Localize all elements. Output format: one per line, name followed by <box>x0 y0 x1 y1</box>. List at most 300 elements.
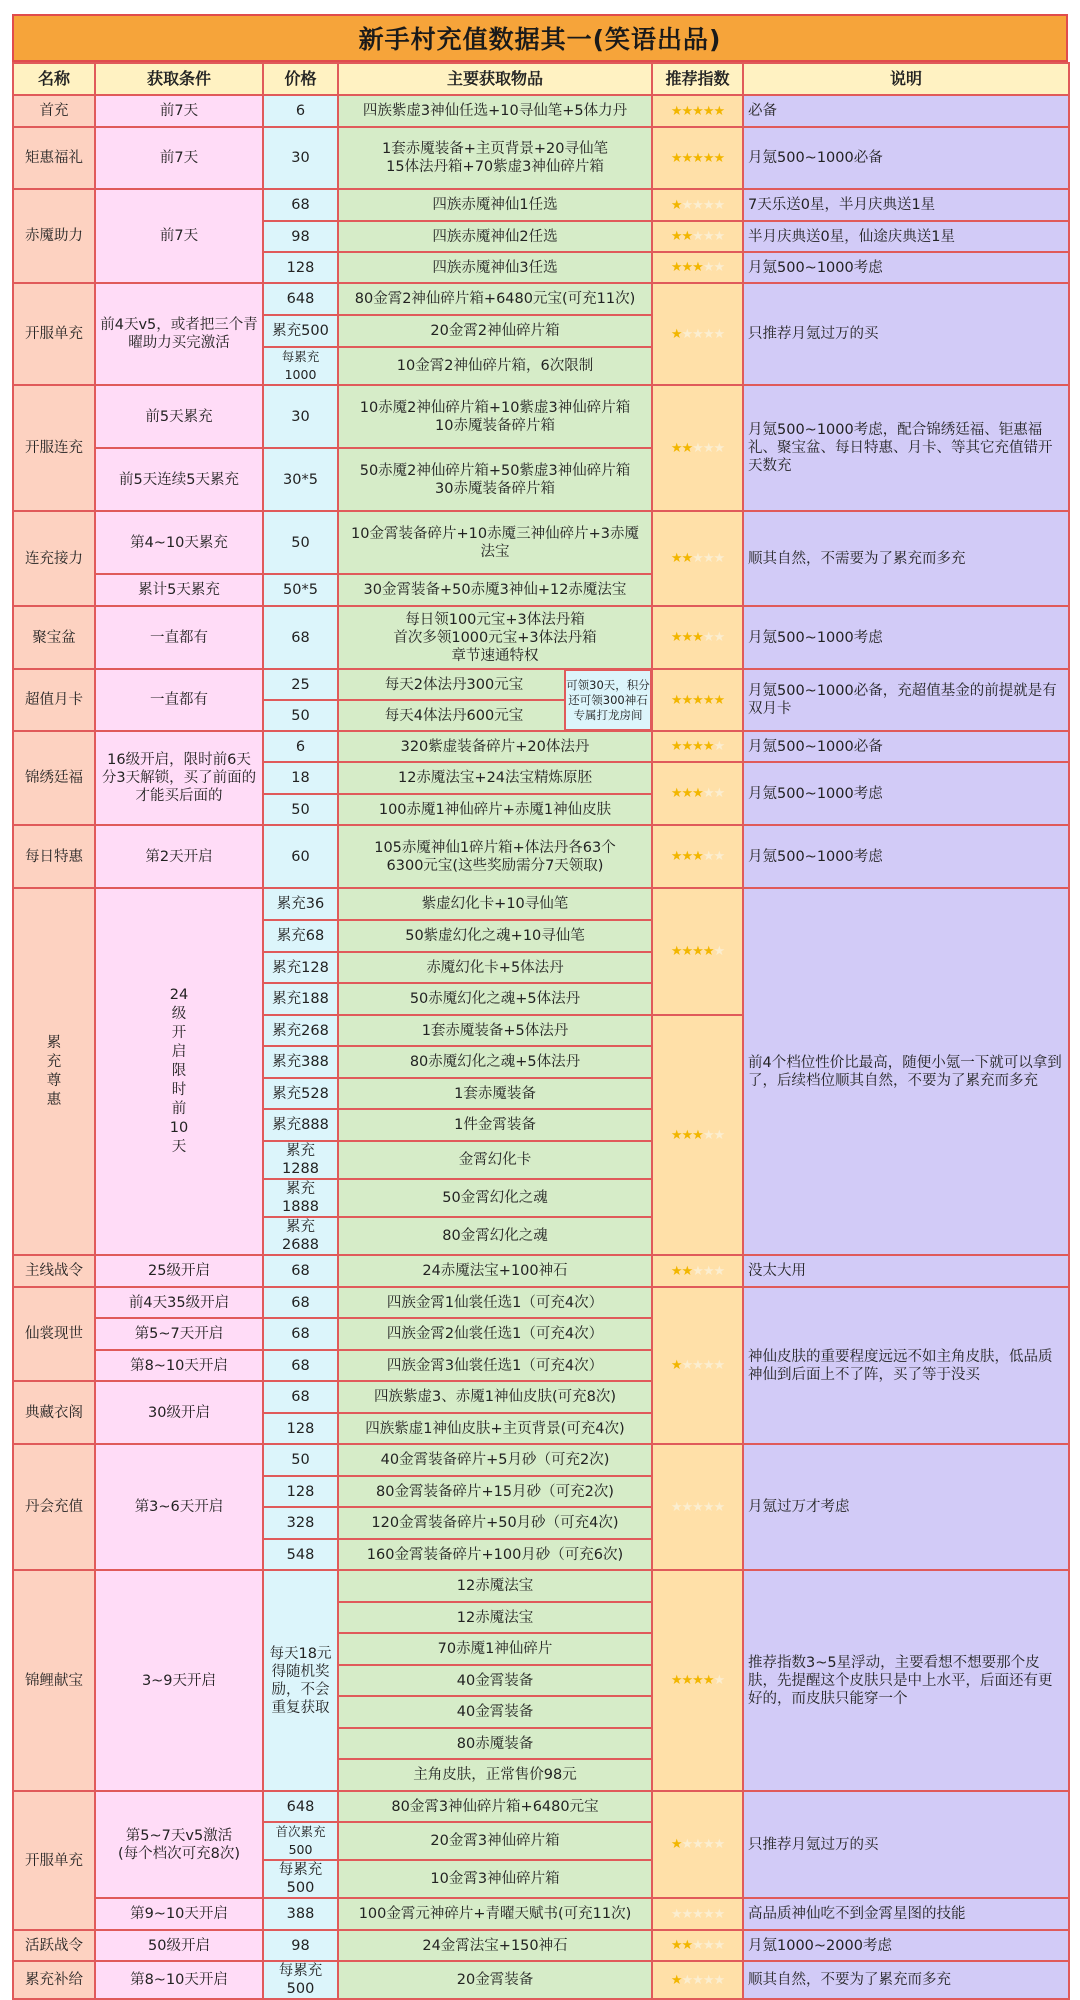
row-price: 98 <box>263 221 338 252</box>
row-item: 20金霄2神仙碎片箱 <box>338 315 652 347</box>
star-filled-icon: ★ <box>702 692 714 708</box>
star-empty-icon: ★ <box>713 1972 725 1988</box>
row-item: 40金霄装备 <box>338 1696 652 1728</box>
star-empty-icon: ★ <box>702 260 714 275</box>
row-cond: 第9~10天开启 <box>95 1898 263 1930</box>
row-item: 四族金霄1仙裳任选1（可充4次） <box>338 1287 652 1318</box>
row-name: 主线战令 <box>13 1255 95 1287</box>
row-price: 68 <box>263 1381 338 1413</box>
star-rating <box>652 731 743 762</box>
star-filled-icon: ★ <box>681 630 693 645</box>
header-item: 主要获取物品 <box>338 63 652 95</box>
star-empty-icon: ★ <box>713 630 725 645</box>
row-price: 累充268 <box>263 1015 338 1046</box>
star-filled-icon: ★ <box>692 630 703 645</box>
row-item: 24赤魇法宝+100神石 <box>338 1255 652 1287</box>
row-price: 6 <box>263 731 338 762</box>
star-rating <box>652 1570 743 1791</box>
star-rating <box>652 669 743 731</box>
star-filled-icon: ★ <box>692 260 703 275</box>
row-name: 超值月卡 <box>13 669 95 731</box>
star-filled-icon: ★ <box>670 1673 682 1688</box>
row-item: 160金霄装备碎片+100月砂（可充6次) <box>338 1539 652 1570</box>
row-item: 40金霄装备 <box>338 1665 652 1696</box>
star-empty-icon: ★ <box>713 739 725 754</box>
row-item: 80赤魇装备 <box>338 1728 652 1759</box>
star-filled-icon: ★ <box>670 440 682 456</box>
page-title: 新手村充值数据其一(笑语出品) <box>12 14 1068 62</box>
row-price: 68 <box>263 1350 338 1381</box>
row-price: 68 <box>263 606 338 669</box>
star-rating <box>652 252 743 283</box>
table-row <box>13 1287 1069 1318</box>
star-rating <box>652 511 743 606</box>
star-empty-icon: ★ <box>713 944 725 959</box>
row-price: 累充128 <box>263 952 338 983</box>
row-desc: 月氪500~1000考虑 <box>743 606 1069 669</box>
star-filled-icon: ★ <box>681 849 693 864</box>
row-cond: 第4~10天累充 <box>95 511 263 574</box>
star-empty-icon: ★ <box>713 1673 725 1688</box>
star-rating <box>652 606 743 669</box>
row-cond: 30级开启 <box>95 1381 263 1444</box>
star-filled-icon: ★ <box>681 786 693 801</box>
row-cond: 第5~7天v5激活 (每个档次可充8次) <box>95 1791 263 1898</box>
row-cond: 前4天35级开启 <box>95 1287 263 1318</box>
row-item: 10赤魇2神仙碎片箱+10紫虚3神仙碎片箱 10赤魇装备碎片箱 <box>338 385 652 448</box>
row-item: 四族赤魇神仙1任选 <box>338 189 652 221</box>
row-cond: 前5天连续5天累充 <box>95 448 263 511</box>
star-filled-icon: ★ <box>670 739 682 754</box>
star-empty-icon: ★ <box>713 786 725 801</box>
header-price: 价格 <box>263 63 338 95</box>
star-filled-icon: ★ <box>670 150 682 166</box>
row-cond: 第3~6天开启 <box>95 1444 263 1570</box>
row-price: 60 <box>263 825 338 888</box>
star-filled-icon: ★ <box>670 944 682 959</box>
star-empty-icon: ★ <box>713 551 725 566</box>
star-filled-icon: ★ <box>702 944 714 959</box>
table-row <box>13 511 1069 574</box>
row-item: 100赤魇1神仙碎片+赤魇1神仙皮肤 <box>338 794 652 825</box>
table-row <box>13 1961 1069 1999</box>
star-empty-icon: ★ <box>681 197 693 213</box>
row-item: 10金霄2神仙碎片箱，6次限制 <box>338 347 652 385</box>
row-item: 50金霄幻化之魂 <box>338 1179 652 1217</box>
star-filled-icon: ★ <box>670 103 682 119</box>
row-cond: 第8~10天开启 <box>95 1350 263 1381</box>
star-empty-icon: ★ <box>702 1358 714 1373</box>
row-name: 赤魇助力 <box>13 189 95 283</box>
row-price: 50*5 <box>263 574 338 606</box>
row-item: 金霄幻化卡 <box>338 1141 652 1179</box>
row-price: 每累充500 <box>263 1961 338 1999</box>
table-row <box>13 189 1069 221</box>
row-price: 128 <box>263 252 338 283</box>
row-name: 锦鲤献宝 <box>13 1570 95 1791</box>
row-desc: 只推荐月氪过万的买 <box>743 283 1069 385</box>
star-empty-icon: ★ <box>713 1499 725 1515</box>
table-row <box>13 731 1069 762</box>
row-name: 连充接力 <box>13 511 95 606</box>
row-item: 四族赤魇神仙2任选 <box>338 221 652 252</box>
row-name: 累 充 尊 惠 <box>13 888 95 1255</box>
star-filled-icon: ★ <box>692 1673 703 1688</box>
star-empty-icon: ★ <box>702 551 714 566</box>
star-empty-icon: ★ <box>702 1499 714 1515</box>
row-price: 30 <box>263 127 338 189</box>
row-cond: 第2天开启 <box>95 825 263 888</box>
row-price: 128 <box>263 1476 338 1507</box>
row-price: 累充2688 <box>263 1217 338 1255</box>
star-rating <box>652 762 743 825</box>
row-cond: 前7天 <box>95 95 263 127</box>
row-name: 开服连充 <box>13 385 95 511</box>
row-item: 四族紫虚3、赤魇1神仙皮肤(可充8次) <box>338 1381 652 1413</box>
table-row <box>13 1444 1069 1476</box>
star-empty-icon: ★ <box>670 1906 682 1922</box>
row-price: 548 <box>263 1539 338 1570</box>
star-filled-icon: ★ <box>681 551 693 566</box>
row-desc: 顺其自然，不需要为了累充而多充 <box>743 511 1069 606</box>
star-empty-icon: ★ <box>713 229 725 244</box>
row-item: 12赤魇法宝 <box>338 1570 652 1602</box>
star-empty-icon: ★ <box>713 197 725 213</box>
row-item: 80金霄3神仙碎片箱+6480元宝 <box>338 1791 652 1822</box>
row-name: 矩惠福礼 <box>13 127 95 189</box>
star-empty-icon: ★ <box>692 1972 703 1988</box>
star-empty-icon: ★ <box>702 630 714 645</box>
row-item: 四族赤魇神仙3任选 <box>338 252 652 283</box>
row-price: 128 <box>263 1413 338 1444</box>
row-price: 30 <box>263 385 338 448</box>
row-price: 98 <box>263 1930 338 1961</box>
star-filled-icon: ★ <box>702 739 714 754</box>
star-filled-icon: ★ <box>681 150 693 166</box>
star-empty-icon: ★ <box>702 1906 714 1922</box>
star-empty-icon: ★ <box>670 1499 682 1515</box>
star-filled-icon: ★ <box>702 103 714 119</box>
row-price: 50 <box>263 1444 338 1476</box>
star-filled-icon: ★ <box>670 551 682 566</box>
row-price: 6 <box>263 95 338 127</box>
row-item: 10金霄3神仙碎片箱 <box>338 1860 652 1898</box>
row-desc: 月氪1000~2000考虑 <box>743 1930 1069 1961</box>
star-filled-icon: ★ <box>692 739 703 754</box>
star-empty-icon: ★ <box>692 440 703 456</box>
row-name: 活跃战令 <box>13 1930 95 1961</box>
row-price: 首次累充500 <box>263 1822 338 1860</box>
star-empty-icon: ★ <box>713 1938 725 1953</box>
star-empty-icon: ★ <box>713 1837 725 1852</box>
star-rating <box>652 1444 743 1570</box>
row-cond: 前7天 <box>95 127 263 189</box>
star-rating <box>652 95 743 127</box>
star-empty-icon: ★ <box>702 1972 714 1988</box>
star-empty-icon: ★ <box>713 326 725 342</box>
row-cond: 50级开启 <box>95 1930 263 1961</box>
row-item: 24金霄法宝+150神石 <box>338 1930 652 1961</box>
star-filled-icon: ★ <box>670 786 682 801</box>
row-item: 主角皮肤，正常售价98元 <box>338 1759 652 1791</box>
star-empty-icon: ★ <box>702 197 714 213</box>
star-filled-icon: ★ <box>681 1673 693 1688</box>
row-desc: 月氪500~1000考虑 <box>743 252 1069 283</box>
table-row <box>13 669 1069 700</box>
table-row <box>13 283 1069 315</box>
star-filled-icon: ★ <box>681 1263 693 1279</box>
table-row <box>13 1255 1069 1287</box>
row-cond: 累计5天累充 <box>95 574 263 606</box>
star-empty-icon: ★ <box>702 1263 714 1279</box>
star-empty-icon: ★ <box>702 326 714 342</box>
table-row <box>13 1791 1069 1822</box>
row-desc: 7天乐送0星，半月庆典送1星 <box>743 189 1069 221</box>
star-empty-icon: ★ <box>702 229 714 244</box>
star-filled-icon: ★ <box>692 849 703 864</box>
row-price: 50 <box>263 794 338 825</box>
star-empty-icon: ★ <box>702 849 714 864</box>
table-row <box>13 1570 1069 1602</box>
row-price: 68 <box>263 1255 338 1287</box>
star-filled-icon: ★ <box>670 630 682 645</box>
row-cond: 第8~10天开启 <box>95 1961 263 1999</box>
row-item: 320紫虚装备碎片+20体法丹 <box>338 731 652 762</box>
row-cond: 3~9天开启 <box>95 1570 263 1791</box>
row-item: 1套赤魇装备+5体法丹 <box>338 1015 652 1046</box>
star-empty-icon: ★ <box>692 1837 703 1852</box>
row-price: 68 <box>263 1318 338 1350</box>
row-price: 68 <box>263 1287 338 1318</box>
row-item: 每天2体法丹300元宝 <box>338 669 652 700</box>
star-filled-icon: ★ <box>670 1358 682 1373</box>
row-desc: 推荐指数3~5星浮动，主要看想不想要那个皮肤，先提醒这个皮肤只是中上水平，后面还有更好的，而皮肤只能穿一个 <box>743 1570 1069 1791</box>
row-cond: 前5天累充 <box>95 385 263 448</box>
star-rating <box>652 888 743 1015</box>
star-empty-icon: ★ <box>702 1127 714 1143</box>
star-filled-icon: ★ <box>681 1938 693 1953</box>
row-name: 锦绣廷福 <box>13 731 95 825</box>
row-item: 四族紫虚1神仙皮肤+主页背景(可充4次) <box>338 1413 652 1444</box>
row-price: 每天18元得随机奖励，不会重复获取 <box>263 1570 338 1791</box>
sheet <box>12 14 1068 2000</box>
star-empty-icon: ★ <box>681 326 693 342</box>
row-price: 累充68 <box>263 920 338 952</box>
row-name: 开服单充 <box>13 1791 95 1930</box>
row-name: 开服单充 <box>13 283 95 385</box>
star-empty-icon: ★ <box>692 1938 703 1953</box>
row-desc: 高品质神仙吃不到金霄星图的技能 <box>743 1898 1069 1930</box>
row-desc: 月氪500~1000必备 <box>743 731 1069 762</box>
row-item: 12赤魇法宝 <box>338 1602 652 1633</box>
row-name: 典藏衣阁 <box>13 1381 95 1444</box>
row-price: 累充1288 <box>263 1141 338 1179</box>
star-rating <box>652 221 743 252</box>
row-price: 648 <box>263 1791 338 1822</box>
row-item: 20金霄装备 <box>338 1961 652 1999</box>
row-item: 12赤魇法宝+24法宝精炼原胚 <box>338 762 652 794</box>
header-cond: 获取条件 <box>95 63 263 95</box>
row-item: 紫虚幻化卡+10寻仙笔 <box>338 888 652 920</box>
row-price: 50 <box>263 700 338 731</box>
row-desc: 月氪过万才考虑 <box>743 1444 1069 1570</box>
row-desc: 顺其自然，不要为了累充而多充 <box>743 1961 1069 1999</box>
row-cond: 前7天 <box>95 189 263 283</box>
star-filled-icon: ★ <box>670 1938 682 1953</box>
recharge-table <box>12 62 1070 2000</box>
star-filled-icon: ★ <box>692 692 703 708</box>
row-item: 四族金霄3仙裳任选1（可充4次） <box>338 1350 652 1381</box>
row-desc: 只推荐月氪过万的买 <box>743 1791 1069 1898</box>
row-price: 388 <box>263 1898 338 1930</box>
header-rec: 推荐指数 <box>652 63 743 95</box>
table-row <box>13 606 1069 669</box>
star-filled-icon: ★ <box>692 103 703 119</box>
star-filled-icon: ★ <box>681 229 693 244</box>
star-empty-icon: ★ <box>702 786 714 801</box>
star-rating <box>652 127 743 189</box>
star-rating <box>652 385 743 511</box>
star-filled-icon: ★ <box>670 197 682 213</box>
star-empty-icon: ★ <box>713 260 725 275</box>
row-desc: 月氪500~1000考虑 <box>743 762 1069 825</box>
row-item: 50紫虚幻化之魂+10寻仙笔 <box>338 920 652 952</box>
star-empty-icon: ★ <box>681 1837 693 1852</box>
row-item: 105赤魇神仙1碎片箱+体法丹各63个 6300元宝(这些奖励需分7天领取) <box>338 825 652 888</box>
header-desc: 说明 <box>743 63 1069 95</box>
row-desc: 月氪500~1000考虑，配合锦绣廷福、钜惠福礼、聚宝盆、每日特惠、月卡、等其它充值错开天数充 <box>743 385 1069 511</box>
star-rating <box>652 1791 743 1898</box>
row-item: 100金霄元神碎片+青曜天赋书(可充11次) <box>338 1898 652 1930</box>
row-item: 40金霄装备碎片+5月砂（可充2次) <box>338 1444 652 1476</box>
row-item: 10金霄装备碎片+10赤魇三神仙碎片+3赤魇 法宝 <box>338 511 652 574</box>
row-item: 50赤魇幻化之魂+5体法丹 <box>338 983 652 1015</box>
star-filled-icon: ★ <box>681 692 693 708</box>
star-filled-icon: ★ <box>713 150 725 166</box>
star-empty-icon: ★ <box>692 1263 703 1279</box>
row-price: 每累充1000 <box>263 347 338 385</box>
star-empty-icon: ★ <box>713 440 725 456</box>
star-filled-icon: ★ <box>692 1127 703 1143</box>
star-rating <box>652 1287 743 1444</box>
star-filled-icon: ★ <box>670 692 682 708</box>
star-empty-icon: ★ <box>713 1263 725 1279</box>
star-filled-icon: ★ <box>681 739 693 754</box>
row-desc: 月氪500~1000必备，充超值基金的前提就是有双月卡 <box>743 669 1069 731</box>
row-price: 累充1888 <box>263 1179 338 1217</box>
row-cond: 16级开启，限时前6天分3天解锁，买了前面的才能买后面的 <box>95 731 263 825</box>
row-cond: 第5~7天开启 <box>95 1318 263 1350</box>
row-cond: 一直都有 <box>95 606 263 669</box>
star-filled-icon: ★ <box>692 786 703 801</box>
row-item: 50赤魇2神仙碎片箱+50紫虚3神仙碎片箱 30赤魇装备碎片箱 <box>338 448 652 511</box>
row-item: 赤魇幻化卡+5体法丹 <box>338 952 652 983</box>
table-row <box>13 825 1069 888</box>
row-desc: 半月庆典送0星，仙途庆典送1星 <box>743 221 1069 252</box>
row-price: 累充528 <box>263 1078 338 1109</box>
row-item: 80金霄装备碎片+15月砂（可充2次) <box>338 1476 652 1507</box>
star-rating <box>652 1898 743 1930</box>
star-filled-icon: ★ <box>670 1263 682 1279</box>
row-price: 累充188 <box>263 983 338 1015</box>
row-item: 四族金霄2仙裳任选1（可充4次） <box>338 1318 652 1350</box>
header-row <box>13 63 1069 95</box>
row-item: 80赤魇幻化之魂+5体法丹 <box>338 1046 652 1078</box>
row-name: 首充 <box>13 95 95 127</box>
star-empty-icon: ★ <box>713 1127 725 1143</box>
row-price: 30*5 <box>263 448 338 511</box>
star-filled-icon: ★ <box>713 103 725 119</box>
monthly-card-note: 可领30天，积分 还可领300神石 专属打龙房间 <box>564 669 652 731</box>
star-filled-icon: ★ <box>670 1972 682 1988</box>
row-price: 328 <box>263 1507 338 1539</box>
star-empty-icon: ★ <box>692 551 703 566</box>
row-desc: 必备 <box>743 95 1069 127</box>
row-name: 聚宝盆 <box>13 606 95 669</box>
row-desc: 神仙皮肤的重要程度远远不如主角皮肤，低品质神仙到后面上不了阵，买了等于没买 <box>743 1287 1069 1444</box>
star-filled-icon: ★ <box>670 849 682 864</box>
star-rating <box>652 1930 743 1961</box>
star-filled-icon: ★ <box>681 944 693 959</box>
row-price: 累充36 <box>263 888 338 920</box>
row-item: 每日领100元宝+3体法丹箱 首次多领1000元宝+3体法丹箱 章节速通特权 <box>338 606 652 669</box>
row-price: 累充388 <box>263 1046 338 1078</box>
row-cond: 一直都有 <box>95 669 263 731</box>
star-empty-icon: ★ <box>681 1972 693 1988</box>
star-filled-icon: ★ <box>681 1127 693 1143</box>
star-empty-icon: ★ <box>681 1499 693 1515</box>
row-name: 累充补给 <box>13 1961 95 1999</box>
row-price: 50 <box>263 511 338 574</box>
row-item: 120金霄装备碎片+50月砂（可充4次) <box>338 1507 652 1539</box>
row-item: 1件金霄装备 <box>338 1109 652 1141</box>
star-filled-icon: ★ <box>692 150 703 166</box>
star-filled-icon: ★ <box>681 103 693 119</box>
star-filled-icon: ★ <box>670 229 682 244</box>
row-desc: 月氪500~1000必备 <box>743 127 1069 189</box>
table-row <box>13 888 1069 920</box>
star-rating <box>652 1015 743 1255</box>
row-price: 25 <box>263 669 338 700</box>
row-item: 20金霄3神仙碎片箱 <box>338 1822 652 1860</box>
star-empty-icon: ★ <box>692 326 703 342</box>
row-cond: 25级开启 <box>95 1255 263 1287</box>
star-filled-icon: ★ <box>670 1837 682 1852</box>
row-item: 80金霄幻化之魂 <box>338 1217 652 1255</box>
row-desc: 月氪500~1000考虑 <box>743 825 1069 888</box>
row-price: 68 <box>263 189 338 221</box>
star-filled-icon: ★ <box>702 1673 714 1688</box>
star-empty-icon: ★ <box>692 1358 703 1373</box>
row-item: 1套赤魇装备+主页背景+20寻仙笔 15体法丹箱+70紫虚3神仙碎片箱 <box>338 127 652 189</box>
table-row <box>13 127 1069 189</box>
star-empty-icon: ★ <box>692 1499 703 1515</box>
star-empty-icon: ★ <box>681 1358 693 1373</box>
star-rating <box>652 283 743 385</box>
row-name: 仙裳现世 <box>13 1287 95 1381</box>
row-name: 丹会充值 <box>13 1444 95 1570</box>
row-desc: 没太大用 <box>743 1255 1069 1287</box>
row-item: 80金霄2神仙碎片箱+6480元宝(可充11次) <box>338 283 652 315</box>
star-filled-icon: ★ <box>681 440 693 456</box>
star-filled-icon: ★ <box>670 326 682 342</box>
table-row <box>13 385 1069 448</box>
star-empty-icon: ★ <box>702 1938 714 1953</box>
row-price: 累充500 <box>263 315 338 347</box>
star-empty-icon: ★ <box>713 849 725 864</box>
row-name: 每日特惠 <box>13 825 95 888</box>
star-rating <box>652 1961 743 1999</box>
